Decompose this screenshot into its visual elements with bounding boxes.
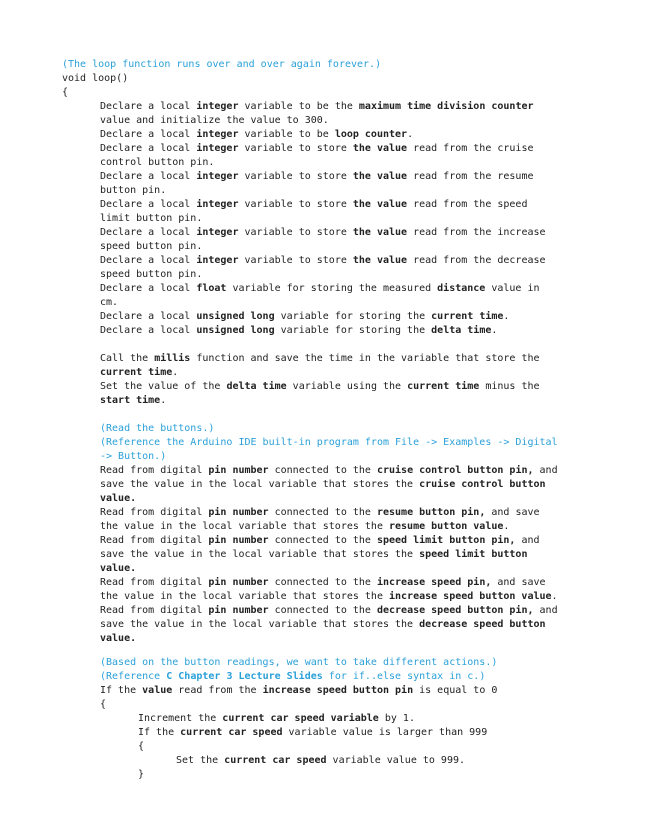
text-segment: save the value in the local variable that stores the <box>100 619 420 630</box>
text-segment: Read from digital <box>100 577 209 588</box>
pseudocode-line <box>100 534 540 548</box>
pseudocode-line <box>100 590 558 604</box>
text-segment: Call the <box>100 353 155 364</box>
bold-term: integer <box>196 129 239 140</box>
text-segment: button pin. <box>100 185 167 196</box>
text-segment: variable for storing the measured <box>226 283 438 294</box>
text-segment: If the <box>138 727 181 738</box>
pseudocode-line <box>100 548 527 562</box>
pseudocode-line <box>100 394 166 408</box>
text-segment: Set the <box>176 755 225 766</box>
pseudocode-line <box>100 142 534 156</box>
text-segment: variable value to 999. <box>326 755 466 766</box>
text-segment: { <box>100 699 107 710</box>
text-segment: Increment the <box>138 713 223 724</box>
bold-term: unsigned long <box>196 311 275 322</box>
bold-term: the value <box>352 255 408 266</box>
text-segment: variable to be the <box>238 101 359 112</box>
text-segment: variable to store <box>238 227 353 238</box>
text-segment: Read from digital <box>100 605 209 616</box>
text-segment: Declare a local <box>100 171 197 182</box>
bold-term: loop counter <box>334 129 408 140</box>
text-segment: read from the resume <box>407 171 534 182</box>
pseudocode-line <box>100 366 178 380</box>
text-segment: speed button pin. <box>100 241 203 252</box>
bold-term: millis <box>154 353 191 364</box>
text-segment: Declare a local <box>100 129 197 140</box>
pseudocode-line <box>100 464 558 478</box>
text-segment: save the value in the local variable that stores the <box>100 479 420 490</box>
bold-term: the value <box>352 171 408 182</box>
text-segment: limit button pin. <box>100 213 203 224</box>
text-segment: . <box>407 129 414 140</box>
bold-term: unsigned long <box>196 325 275 336</box>
text-segment: speed button pin. <box>100 269 203 280</box>
text-segment: connected to the <box>268 507 377 518</box>
text-segment: Read from digital <box>100 507 209 518</box>
text-segment: control button pin. <box>100 157 215 168</box>
text-segment: function and save the time in the variable that store the <box>190 353 540 364</box>
text-segment: Declare a local <box>100 227 197 238</box>
bold-term: value. <box>100 563 137 574</box>
bold-term: value. <box>100 633 137 644</box>
bold-term: cruise control button <box>419 479 546 490</box>
text-segment: { <box>138 741 145 752</box>
bold-term: increase speed pin, <box>376 577 492 588</box>
pseudocode-line <box>100 212 202 226</box>
pseudocode-line <box>100 114 329 128</box>
text-segment: value and initialize the value to 300. <box>100 115 329 126</box>
text-segment: } <box>138 769 145 780</box>
bold-term: speed limit button pin, <box>376 535 516 546</box>
text-segment: (The loop function runs over and over again forever.) <box>62 59 382 70</box>
text-segment: save the value in the local variable that stores the <box>100 549 420 560</box>
bold-term: decrease speed button pin, <box>376 605 534 616</box>
pseudocode-line <box>100 128 413 142</box>
bold-term: pin number <box>208 507 269 518</box>
text-segment: connected to the <box>268 465 377 476</box>
text-segment: (Based on the button readings, we want to take different actions.) <box>100 657 498 668</box>
pseudocode-line <box>100 352 540 366</box>
pseudocode-line <box>100 240 202 254</box>
pseudocode-line <box>100 576 546 590</box>
bold-term: the value <box>352 227 408 238</box>
text-segment: read from the increase <box>407 227 546 238</box>
text-segment: variable for storing the <box>274 311 432 322</box>
pseudocode-line <box>100 520 509 534</box>
bold-term: the value <box>352 199 408 210</box>
text-segment: Set the value of the <box>100 381 227 392</box>
text-segment: variable to be <box>238 129 335 140</box>
bold-term: delta time <box>431 325 492 336</box>
pseudocode-line <box>138 726 487 740</box>
text-segment: connected to the <box>268 535 377 546</box>
text-segment: (Reference <box>100 671 167 682</box>
text-segment: connected to the <box>268 577 377 588</box>
pseudocode-line <box>100 254 546 268</box>
text-segment: the value in the local variable that stores the <box>100 591 389 602</box>
text-segment: Read from digital <box>100 465 209 476</box>
pseudocode-line <box>100 268 202 282</box>
bold-term: value <box>142 685 173 696</box>
text-segment: minus the <box>479 381 540 392</box>
pseudocode-line <box>100 632 136 646</box>
bold-term: integer <box>196 101 239 112</box>
pseudocode-line <box>100 380 540 394</box>
text-segment: -> Button.) <box>100 451 167 462</box>
pseudocode-line <box>100 296 118 310</box>
bold-term: increase speed button value <box>388 591 552 602</box>
pseudocode-line <box>62 72 128 86</box>
pseudocode-line <box>100 198 527 212</box>
pseudocode-line <box>100 282 540 296</box>
bold-term: integer <box>196 255 239 266</box>
bold-term: value. <box>100 493 137 504</box>
text-segment: void loop() <box>62 73 129 84</box>
comment-line <box>100 422 214 436</box>
bold-term: delta time <box>226 381 287 392</box>
bold-term: maximum time division counter <box>358 101 534 112</box>
bold-term: cruise control button pin, <box>376 465 534 476</box>
pseudocode-line <box>100 156 214 170</box>
text-segment: . <box>491 325 498 336</box>
pseudocode-line <box>100 100 534 114</box>
text-segment: If the <box>100 685 143 696</box>
text-segment: the value in the local variable that stores the <box>100 521 389 532</box>
bold-term: pin number <box>208 577 269 588</box>
text-segment: connected to the <box>268 605 377 616</box>
text-segment: and <box>533 465 558 476</box>
text-segment: for if..else syntax in c.) <box>322 671 486 682</box>
comment-line <box>100 450 166 464</box>
text-segment: Declare a local <box>100 255 197 266</box>
text-segment: variable to store <box>238 199 353 210</box>
comment-line <box>100 670 485 684</box>
bold-term: resume button value <box>388 521 504 532</box>
pseudocode-line <box>138 712 415 726</box>
comment-line <box>100 436 558 450</box>
bold-term: resume button pin, <box>376 507 486 518</box>
pseudocode-line <box>62 86 68 100</box>
text-segment: (Read the buttons.) <box>100 423 215 434</box>
text-segment: and <box>533 605 558 616</box>
text-segment: read from the <box>172 685 263 696</box>
text-segment: read from the decrease <box>407 255 546 266</box>
text-segment: (Reference the Arduino IDE built-in program from File -> Examples -> Digital <box>100 437 558 448</box>
bold-term: integer <box>196 199 239 210</box>
bold-term: float <box>196 283 227 294</box>
pseudocode-line <box>100 684 497 698</box>
text-segment: variable value is larger than 999 <box>282 727 488 738</box>
bold-term: the value <box>352 143 408 154</box>
text-segment: Declare a local <box>100 325 197 336</box>
pseudocode-line <box>138 768 144 782</box>
bold-term: current time <box>431 311 504 322</box>
pseudocode-line <box>100 226 546 240</box>
pseudocode-line <box>100 170 534 184</box>
pseudocode-line <box>100 506 540 520</box>
text-segment: variable using the <box>286 381 408 392</box>
bold-term: integer <box>196 227 239 238</box>
text-segment: . <box>503 521 510 532</box>
bold-term: distance <box>437 283 486 294</box>
text-segment: Read from digital <box>100 535 209 546</box>
text-segment: variable for storing the <box>274 325 432 336</box>
bold-term: pin number <box>208 605 269 616</box>
bold-term: C Chapter 3 Lecture Slides <box>166 671 323 682</box>
pseudocode-line <box>100 478 546 492</box>
bold-term: integer <box>196 171 239 182</box>
text-segment: Declare a local <box>100 101 197 112</box>
bold-term: pin number <box>208 535 269 546</box>
bold-term: current time <box>407 381 480 392</box>
text-segment: Declare a local <box>100 143 197 154</box>
pseudocode-line <box>100 618 546 632</box>
text-segment: variable to store <box>238 171 353 182</box>
text-segment: Declare a local <box>100 199 197 210</box>
bold-term: current car speed <box>180 727 283 738</box>
bold-term: pin number <box>208 465 269 476</box>
bold-term: current car speed <box>224 755 327 766</box>
bold-term: increase speed button pin <box>262 685 414 696</box>
pseudocode-line <box>100 310 509 324</box>
pseudocode-line <box>100 604 558 618</box>
pseudocode-line <box>100 184 166 198</box>
bold-term: start time <box>100 395 161 406</box>
bold-term: speed limit button <box>419 549 528 560</box>
pseudocode-line <box>138 740 144 754</box>
text-segment: { <box>62 87 69 98</box>
pseudocode-line <box>100 698 106 712</box>
text-segment: variable to store <box>238 255 353 266</box>
text-segment: and save <box>491 577 546 588</box>
text-segment: is equal to 0 <box>413 685 498 696</box>
text-segment: read from the cruise <box>407 143 534 154</box>
comment-line <box>62 58 381 72</box>
text-segment: . <box>503 311 510 322</box>
text-segment: . <box>160 395 167 406</box>
text-segment: and save <box>485 507 540 518</box>
text-segment: value in <box>485 283 540 294</box>
bold-term: integer <box>196 143 239 154</box>
text-segment: read from the speed <box>407 199 528 210</box>
bold-term: current time <box>100 367 173 378</box>
text-segment: variable to store <box>238 143 353 154</box>
pseudocode-line <box>100 562 136 576</box>
text-segment: and <box>515 535 540 546</box>
text-segment: Declare a local <box>100 283 197 294</box>
text-segment: by 1. <box>378 713 415 724</box>
comment-line <box>100 656 497 670</box>
text-segment: cm. <box>100 297 119 308</box>
text-segment: . <box>551 591 558 602</box>
pseudocode-line <box>176 754 465 768</box>
bold-term: decrease speed button <box>419 619 546 630</box>
text-segment: . <box>172 367 179 378</box>
pseudocode-line <box>100 324 497 338</box>
text-segment: Declare a local <box>100 311 197 322</box>
bold-term: current car speed variable <box>222 713 379 724</box>
pseudocode-line <box>100 492 136 506</box>
